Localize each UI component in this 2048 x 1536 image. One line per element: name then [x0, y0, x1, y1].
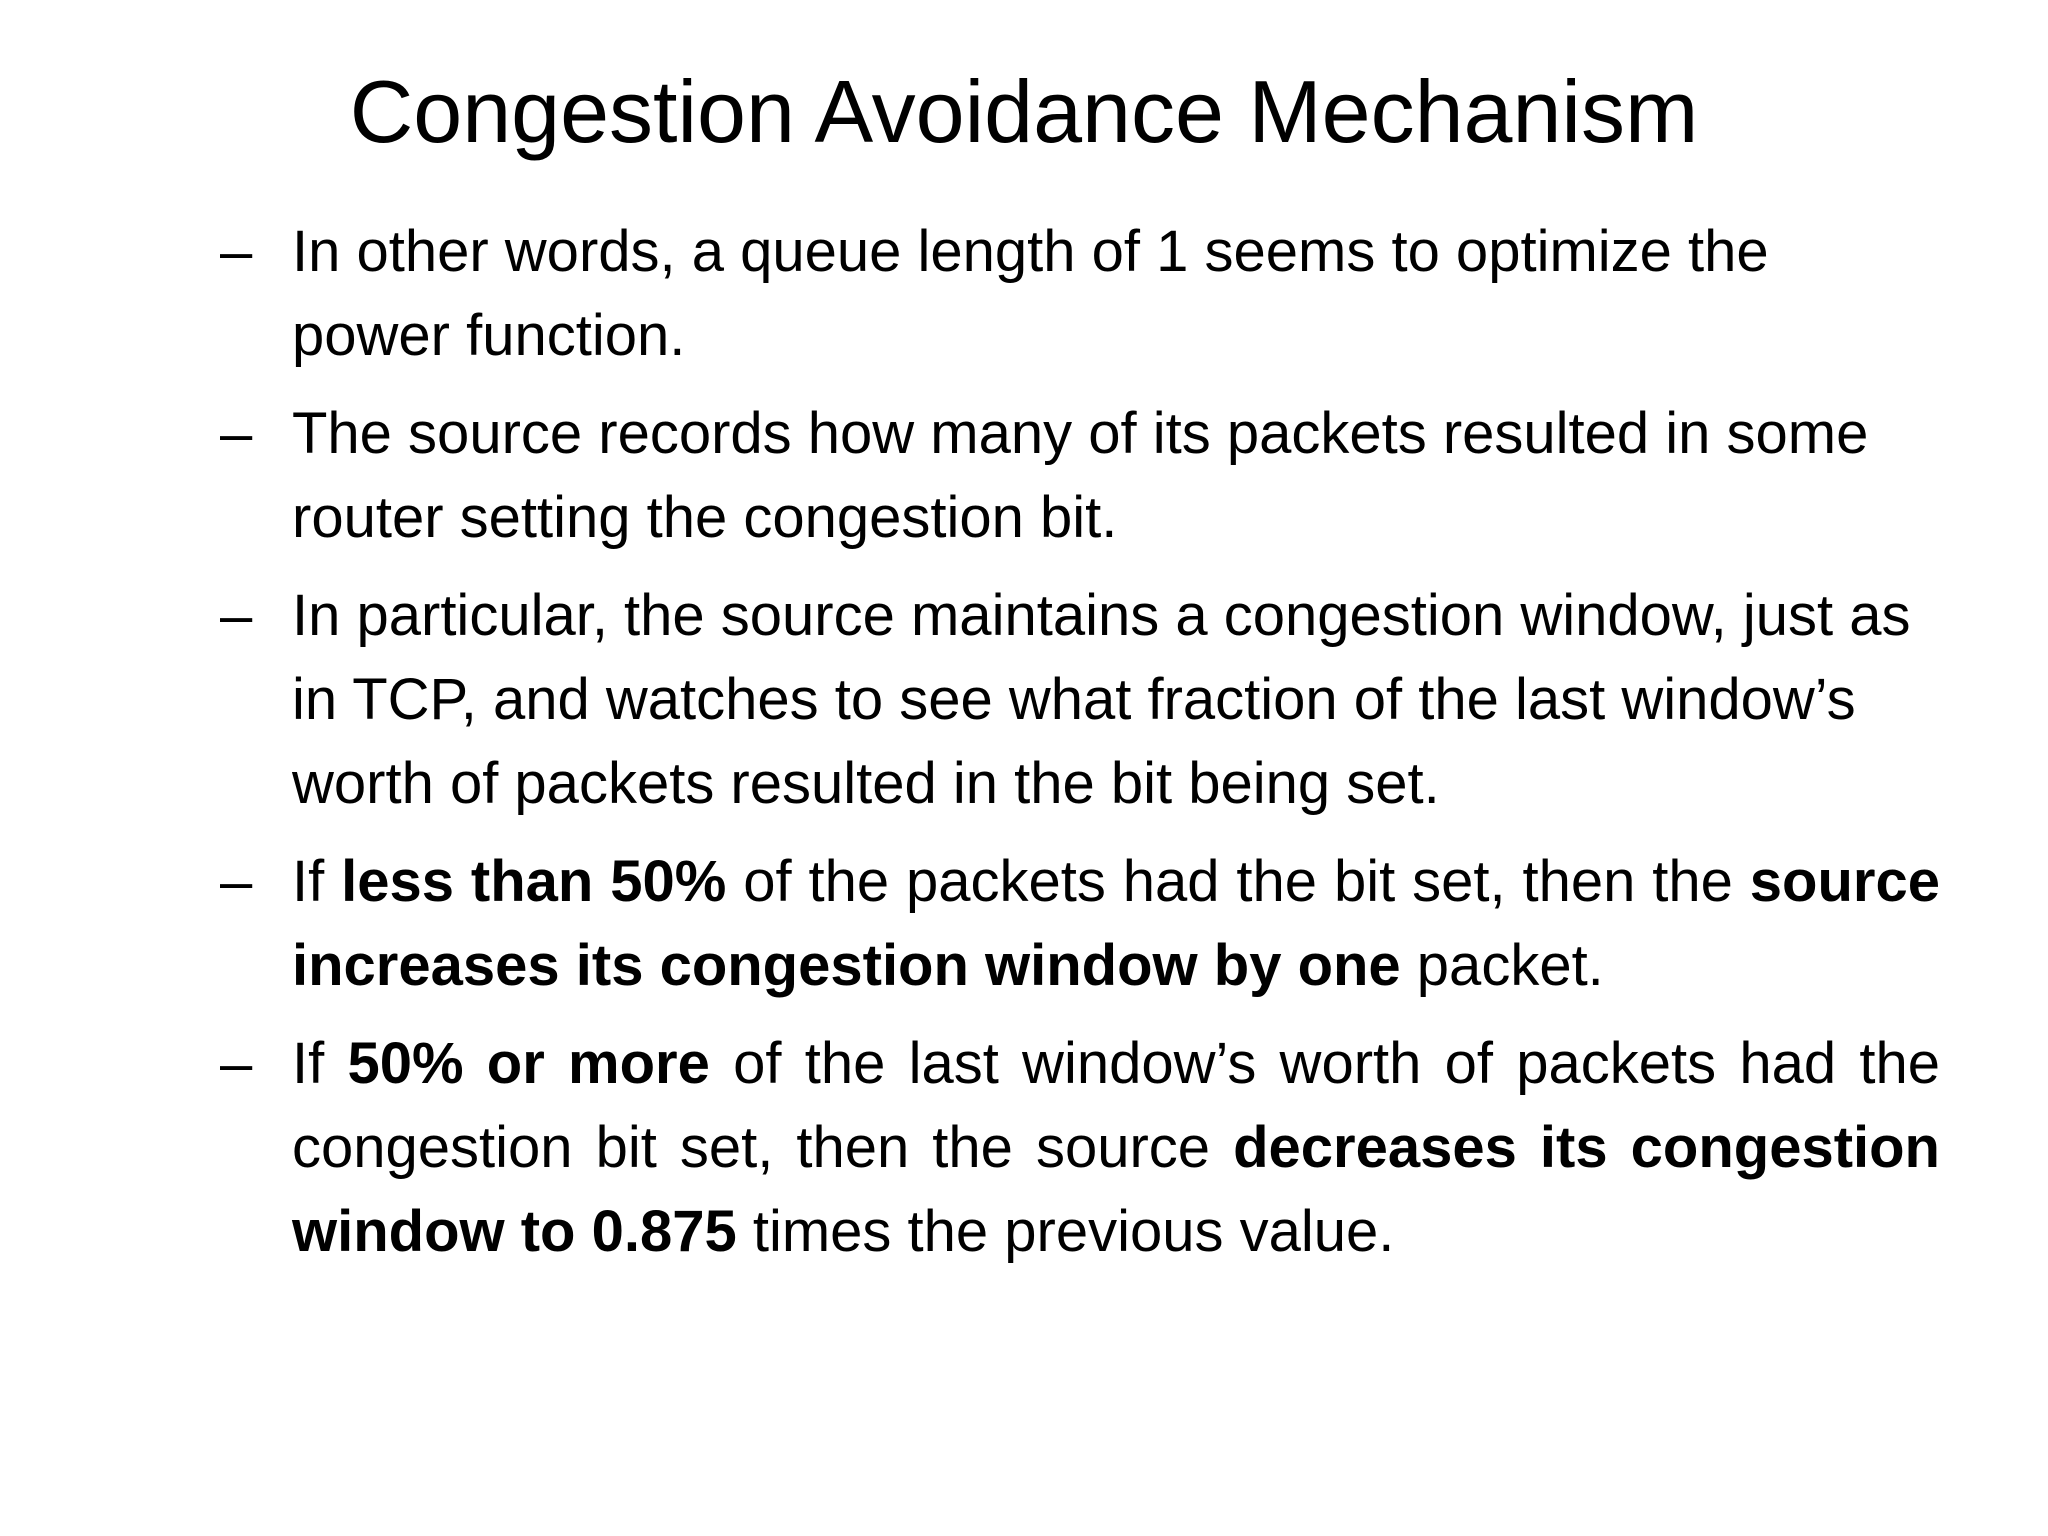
bullet-bold-segment: decreases its congestion window to 0.875 — [292, 1115, 1940, 1264]
bullet-segment: In particular, the source maintains a congestion window, just as in TCP, and watches to see what fraction of the last window’s worth of packets resulted in the bit being set. — [292, 583, 1911, 816]
bullet-item — [220, 392, 1940, 560]
bullet-dash: – — [220, 219, 253, 284]
bullet-item — [220, 574, 1940, 826]
bullet-item — [220, 1022, 1940, 1274]
bullet-text — [292, 219, 1769, 368]
bullet-segment: If — [292, 1031, 348, 1096]
bullet-bold-segment: 50% or more — [347, 1031, 710, 1096]
bullet-text — [292, 1031, 1940, 1264]
bullet-dash: – — [220, 401, 253, 466]
bullet-segment: In other words, a queue length of 1 seems to optimize the power function. — [292, 219, 1769, 368]
bullet-text — [292, 583, 1910, 816]
bullet-dash: – — [220, 849, 253, 914]
bullet-dash: – — [220, 583, 253, 648]
bullet-text — [292, 849, 1940, 998]
bullet-bold-segment: source increases its congestion window by one — [292, 849, 1940, 998]
bullet-text — [292, 401, 1868, 550]
bullet-list — [220, 210, 1940, 1288]
bullet-item — [220, 840, 1940, 1008]
bullet-segment: If — [292, 849, 342, 914]
bullet-segment: The source records how many of its packets resulted in some router setting the congestion bit. — [292, 401, 1869, 550]
bullet-dash: – — [220, 1031, 253, 1096]
bullet-segment: of the packets had the bit set, then the — [726, 849, 1750, 914]
slide-title: Congestion Avoidance Mechanism — [349, 62, 1699, 161]
bullet-segment: packet. — [1400, 933, 1604, 998]
bullet-bold-segment: less than 50% — [341, 849, 727, 914]
bullet-segment: times the previous value. — [736, 1199, 1395, 1264]
bullet-item — [220, 210, 1940, 378]
bullet-segment: of the last window’s worth of packets had the congestion bit set, then the source — [292, 1031, 1940, 1180]
